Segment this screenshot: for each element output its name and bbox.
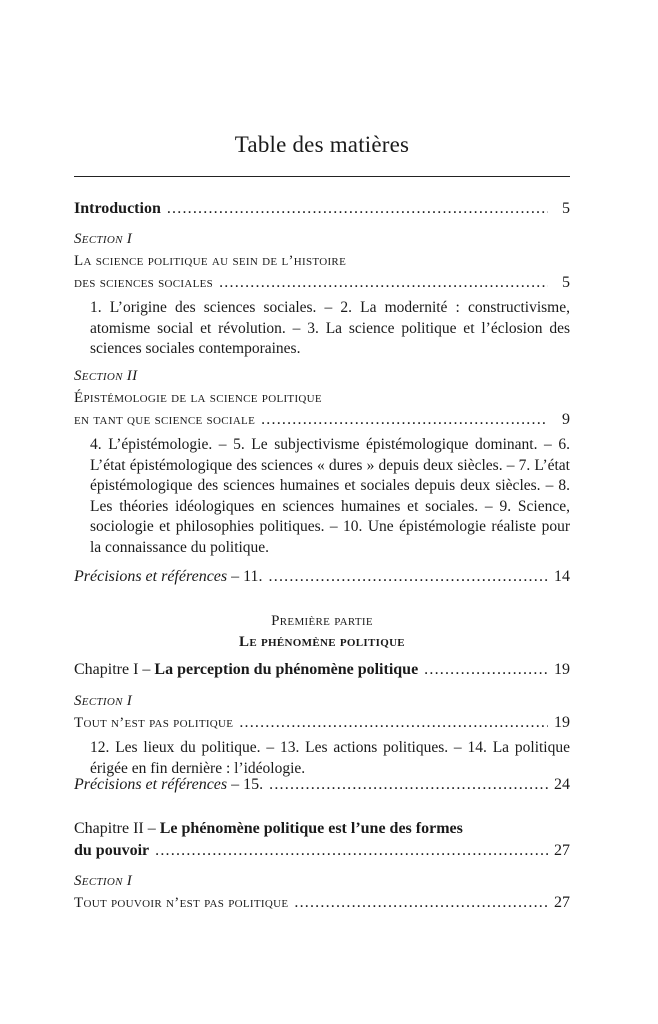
part-label: Première partie bbox=[271, 613, 373, 629]
section-description: 4. L’épistémologie. – 5. Le subjectivisme épistémologique dominant. – 6. L’état épistémologique des sciences « dures » depuis deux siècles. – 7. L’état épistémologique des sciences humaines et sociales depuis deux siècles. – 8. Les théories idéologiques en sciences humaines et sociales. – 9. Science, sociologie et philosophies politiques. – 10. Une épistémologie réaliste pour la connaissance du politique. bbox=[90, 436, 570, 556]
leader-dots bbox=[239, 712, 548, 734]
page-number: 27 bbox=[554, 842, 570, 859]
section-heading-cont: en tant que science sociale bbox=[74, 412, 256, 428]
chapter-prefix: Chapitre II – bbox=[74, 820, 160, 837]
leader-dots bbox=[424, 659, 548, 681]
page-number: 5 bbox=[562, 274, 570, 291]
toc-entry-introduction[interactable] bbox=[74, 198, 570, 220]
toc-chapter-2[interactable] bbox=[74, 818, 570, 862]
page-number: 14 bbox=[554, 568, 570, 585]
section-label: Section I bbox=[74, 693, 133, 709]
section-heading-cont: des sciences sociales bbox=[74, 275, 214, 291]
page-number: 19 bbox=[554, 714, 570, 731]
section-heading: Tout pouvoir n’est pas politique bbox=[74, 895, 289, 911]
entry-suffix: – 11. bbox=[227, 568, 263, 585]
section-description: 1. L’origine des sciences sociales. – 2. La modernité : constructivisme, atomisme social et révolution. – 3. La science politique et l’éclosion des sciences sociales contemporaines. bbox=[90, 299, 570, 357]
leader-dots bbox=[269, 774, 548, 796]
leader-dots bbox=[219, 272, 548, 294]
section-label: Section II bbox=[74, 368, 138, 384]
page-number: 27 bbox=[554, 894, 570, 911]
section-description: 12. Les lieux du politique. – 13. Les actions politiques. – 14. La politique érigée en fin dernière : l’idéologie. bbox=[90, 739, 570, 777]
toc-section-2[interactable] bbox=[74, 366, 570, 558]
toc-section-1[interactable] bbox=[74, 229, 570, 360]
entry-label: Précisions et références bbox=[74, 568, 228, 585]
toc-chapter-2-section-1[interactable] bbox=[74, 871, 570, 914]
toc-entry-precisions-2[interactable] bbox=[74, 774, 570, 796]
leader-dots bbox=[167, 198, 548, 220]
chapter-title-cont: du pouvoir bbox=[74, 842, 150, 859]
section-label: Section I bbox=[74, 231, 133, 247]
leader-dots bbox=[261, 409, 548, 431]
section-label: Section I bbox=[74, 873, 133, 889]
entry-label: Introduction bbox=[74, 200, 161, 217]
title-rule bbox=[74, 176, 570, 177]
page-number: 5 bbox=[562, 200, 570, 217]
toc-chapter-1-section-1[interactable] bbox=[74, 691, 570, 779]
part-title: Le phénomène politique bbox=[239, 634, 405, 650]
page-number: 9 bbox=[562, 411, 570, 428]
leader-dots bbox=[155, 840, 548, 862]
leader-dots bbox=[294, 892, 548, 914]
chapter-title: La perception du phénomène politique bbox=[154, 661, 419, 678]
section-heading: Épistémologie de la science politique bbox=[74, 390, 322, 406]
section-heading: Tout n’est pas politique bbox=[74, 715, 234, 731]
section-heading: La science politique au sein de l’histoire bbox=[74, 253, 347, 269]
toc-chapter-1[interactable] bbox=[74, 659, 570, 681]
page-number: 19 bbox=[554, 661, 570, 678]
toc-entry-precisions-1[interactable] bbox=[74, 566, 570, 588]
chapter-prefix: Chapitre I – bbox=[74, 661, 155, 678]
page-number: 24 bbox=[554, 776, 570, 793]
leader-dots bbox=[269, 566, 548, 588]
entry-label: Précisions et références bbox=[74, 776, 228, 793]
page-title: Table des matières bbox=[234, 132, 410, 157]
entry-suffix: – 15. bbox=[227, 776, 264, 793]
part-heading bbox=[74, 611, 570, 652]
chapter-title: Le phénomène politique est l’une des formes bbox=[159, 820, 463, 837]
